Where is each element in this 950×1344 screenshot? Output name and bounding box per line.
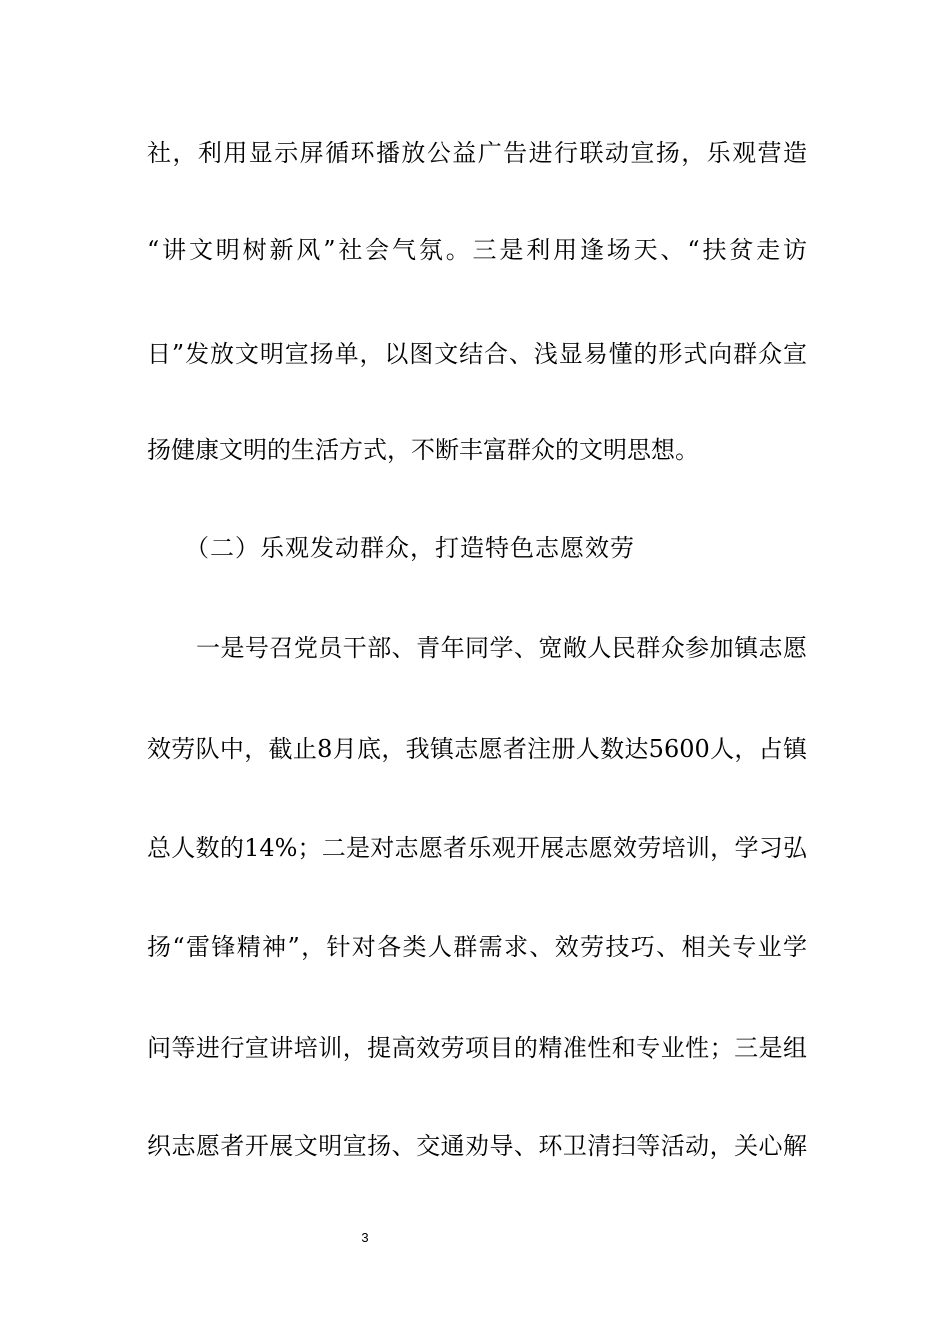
body-text-line: “讲文明树新风”社会气氛。三是利用逢场天、“扶贫走访: [147, 236, 807, 264]
body-text-line: 扬“雷锋精神”，针对各类人群需求、效劳技巧、相关专业学: [147, 933, 807, 961]
body-text-line: 社，利用显示屏循环播放公益广告进行联动宣扬，乐观营造: [147, 139, 807, 167]
section-heading: （二）乐观发动群众，打造特色志愿效劳: [185, 534, 635, 562]
body-text-line: 一是号召党员干部、青年同学、宽敞人民群众参加镇志愿: [196, 634, 807, 662]
body-text-line: 扬健康文明的生活方式，不断丰富群众的文明思想。: [147, 436, 699, 464]
body-text-line: 总人数的14%；二是对志愿者乐观开展志愿效劳培训，学习弘: [147, 834, 807, 862]
body-text-line: 织志愿者开展文明宣扬、交通劝导、环卫清扫等活动，关心解: [147, 1132, 807, 1160]
body-text-line: 日”发放文明宣扬单，以图文结合、浅显易懂的形式向群众宣: [147, 340, 807, 368]
body-text-line: 问等进行宣讲培训，提高效劳项目的精准性和专业性；三是组: [147, 1034, 807, 1062]
body-text-line: 效劳队中，截止8月底，我镇志愿者注册人数达5600人，占镇: [147, 735, 807, 763]
page-number: 3: [361, 1230, 369, 1245]
